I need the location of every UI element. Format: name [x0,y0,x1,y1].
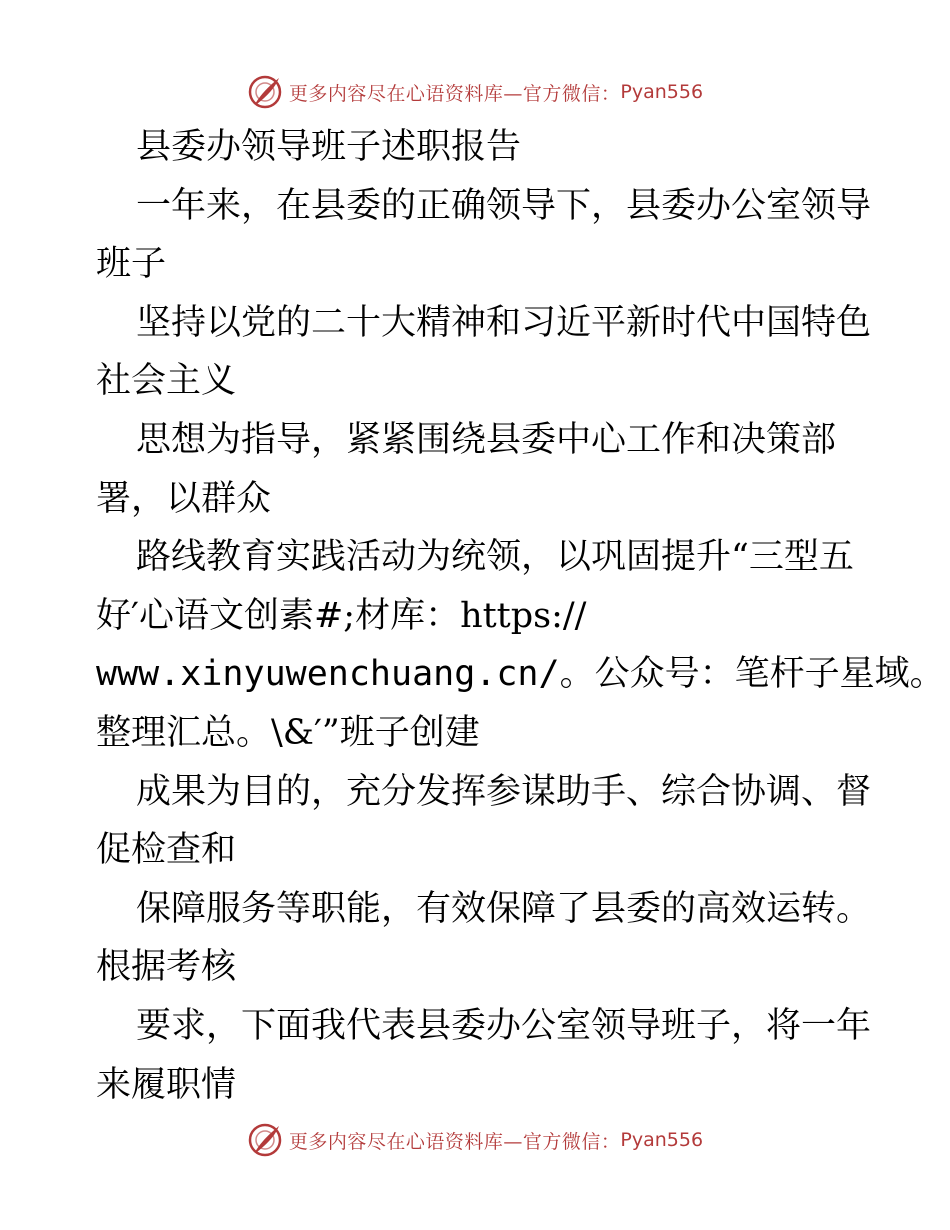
text-line: 成果为目的，充分发挥参谋助手、综合协调、督 [136,771,872,812]
text-line: 好′心语文创素#;材库：https:// [96,595,587,636]
text-line: 坚持以党的二十大精神和习近平新时代中国特色 [136,302,872,343]
text-line: 保障服务等职能，有效保障了县委的高效运转。 [136,888,872,929]
footer-watermark-banner [0,1118,950,1162]
quill-logo-icon [247,74,283,110]
text-line-url: www.xinyuwenchuang.cn/。公众号：笔杆子星域。 [96,654,945,695]
text-line: 路线教育实践活动为统领，以巩固提升“三型五 [136,537,854,578]
header-watermark-banner [0,70,950,114]
text-line: 根据考核 [96,947,237,988]
banner-wechat-id: Pyan556 [620,81,704,103]
text-line: 署，以群众 [96,478,272,519]
text-line: 班子 [96,244,167,285]
banner-text: 更多内容尽在心语资料库—官方微信： [288,1130,621,1153]
text-line: 来履职情 [96,1064,237,1105]
quill-logo-icon [247,1122,283,1158]
text-line: 思想为指导，紧紧围绕县委中心工作和决策部 [136,419,837,460]
text-line: 社会主义 [96,361,237,402]
banner-content [247,74,703,110]
document-title: 县委办领导班子述职报告 [136,127,522,167]
banner-text: 更多内容尽在心语资料库—官方微信： [288,82,621,105]
text-line: 促检查和 [96,830,237,871]
text-line: 整理汇总。\&′”班子创建 [96,712,480,753]
banner-content [247,1122,703,1158]
text-line: 要求，下面我代表县委办公室领导班子，将一年 [136,1005,872,1046]
text-line: 一年来，在县委的正确领导下，县委办公室领导 [136,185,872,226]
document-body [96,118,945,1114]
banner-wechat-id: Pyan556 [620,1129,704,1151]
